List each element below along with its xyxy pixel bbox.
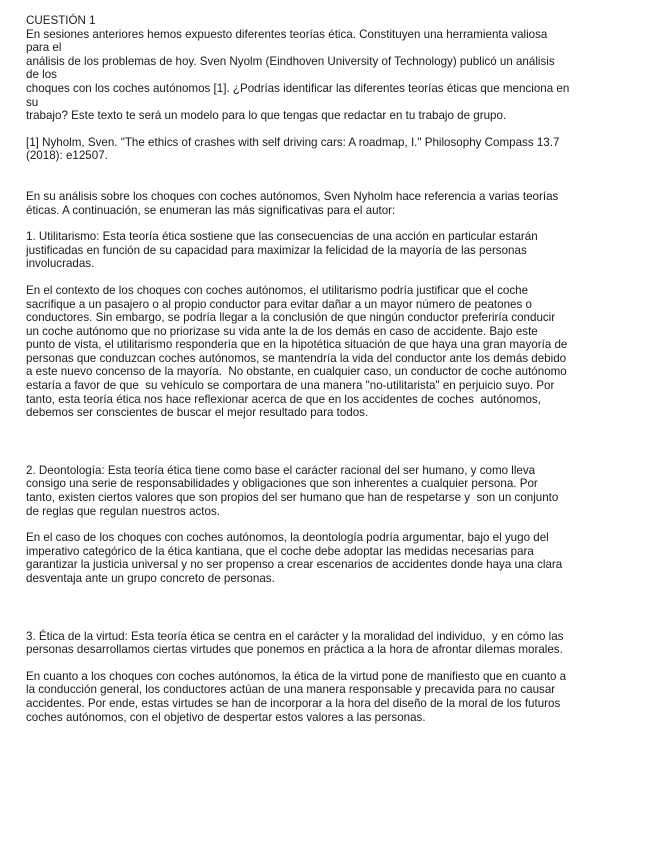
spacer bbox=[26, 123, 630, 136]
spacer bbox=[26, 420, 630, 464]
utilitarianism-definition: 1. Utilitarismo: Esta teoría ética sostiene que las consecuencias de una acción en particular estarán justificadas en función de su capacidad para maximizar la felicidad de la mayoría de las personas involucradas. bbox=[26, 230, 538, 271]
spacer bbox=[26, 657, 630, 670]
virtue-ethics-context: En cuanto a los choques con coches autónomos, la ética de la virtud pone de manifiesto que en cuanto a la conducción general, los conductores actúan de una manera responsable y precavida para no causar accidentes. Por ende, estas virtudes se han de incorporar a la hora del diseño de la moral de los futuros coches autónomos, con el objetivo de despertar estos valores a las personas. bbox=[26, 669, 567, 724]
question-prompt: En sesiones anteriores hemos expuesto diferentes teorías ética. Constituyen una herramienta valiosa para el análisis de los problemas de hoy. Sven Nyolm (Eindhoven University of Technology) publicó un análisis de los choques con los coches autónomos [1]. ¿Podrías identificar las diferentes teorías éticas que menciona en su trabajo? Este texto te será un modelo para lo que tengas que redactar en tu trabajo de grupo. bbox=[26, 27, 570, 123]
deontology-definition: 2. Deontología: Esta teoría ética tiene como base el carácter racional del ser humano, y como lleva consigo una serie de responsabilidades y obligaciones que son inherentes a cualquier persona. Por tanto, existen ciertos valores que son propios del ser humano que han de respetarse y son un conjunto de reglas que regulan nuestros actos. bbox=[26, 463, 559, 518]
question-title: CUESTIÓN 1 bbox=[26, 14, 96, 27]
intro-paragraph: En su análisis sobre los choques con coches autónomos, Sven Nyholm hace referencia a varias teorías éticas. A continuación, se enumeran las más significativas para el autor: bbox=[26, 189, 559, 217]
spacer bbox=[26, 163, 630, 190]
spacer bbox=[26, 518, 630, 531]
deontology-context: En el caso de los choques con coches autónomos, la deontología podría argumentar, bajo el yugo del imperativo categórico de la ética kantiana, que el coche debe adoptar las medidas necesarias para garantizar la justicia universal y no ser propenso a crear escenarios de accidentes donde haya una clara desventaja ante un grupo concreto de personas. bbox=[26, 531, 563, 585]
spacer bbox=[26, 586, 630, 630]
document-page bbox=[26, 14, 630, 724]
spacer bbox=[26, 271, 630, 284]
virtue-ethics-definition: 3. Ética de la virtud: Esta teoría ética se centra en el carácter y la moralidad del individuo, y en cómo las personas desarrollamos ciertas virtudes que ponemos en práctica a la hora de afrontar dilemas morales. bbox=[26, 629, 564, 657]
utilitarianism-context: En el contexto de los choques con coches autónomos, el utilitarismo podría justificar que el coche sacrifique a un pasajero o al propio conductor para evitar dañar a un mayor número de peatones o conductores. Sin embargo, se podría llegar a la conclusión de que ningún conductor preferiría conducir un coche autónomo que no priorizase su vida ante la de los demás en caso de accidente. Bajo este punto de vista, el utilitarismo respondería que en la hipotética situación de que haya una gran mayoría de personas que conduzcan coches autónomos, se mantendría la vida del conductor ante los demás debido a este nuevo concenso de la mayoría. No obstante, en cualquier caso, un conductor de coche autónomo estaría a favor de que su vehículo se comportara de una manera "no-utilitarista" en perjuicio suyo. Por tanto, esta teoría ética nos hace reflexionar acerca de que en los accidentes de coches autónomos, debemos ser conscientes de buscar el mejor resultado para todos. bbox=[26, 283, 568, 420]
spacer bbox=[26, 217, 630, 230]
reference-citation: [1] Nyholm, Sven. "The ethics of crashes with self driving cars: A roadmap, I." Philosophy Compass 13.7 (2018): e12507. bbox=[26, 135, 560, 163]
